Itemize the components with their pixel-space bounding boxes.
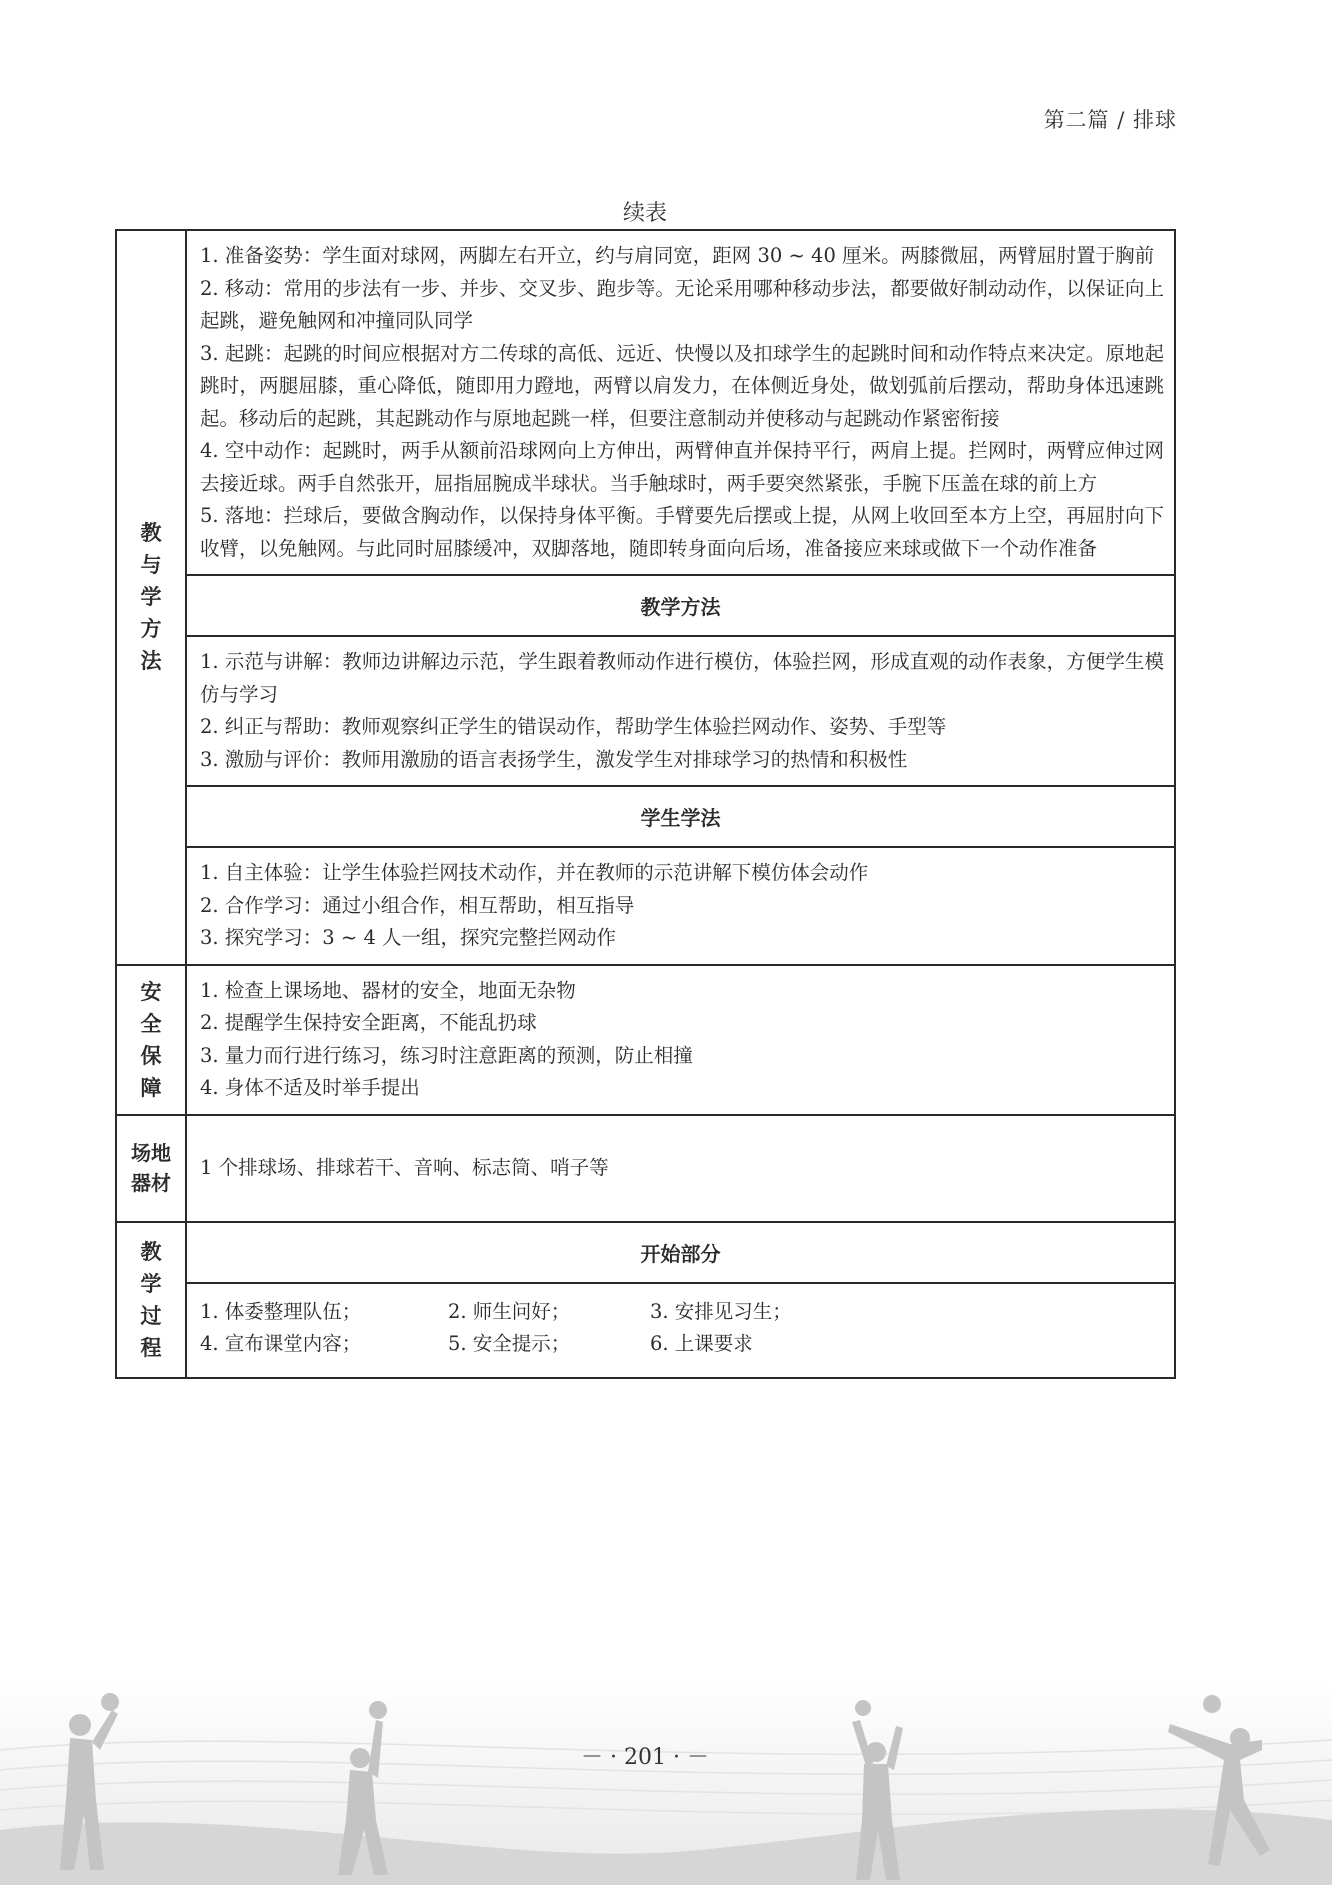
label-teach-learn-text: 教与学方法 <box>140 521 162 674</box>
list-item: 1. 体委整理队伍； <box>200 1299 362 1323</box>
list-item: 2. 纠正与帮助：教师观察纠正学生的错误动作，帮助学生体验拦网动作、姿势、手型等 <box>200 715 947 738</box>
list-item: 2. 移动：常用的步法有一步、并步、交叉步、跑步等。无论采用哪种移动步法，都要做好制动动作，以保证向上起跳，避免触网和冲撞同队同学 <box>200 276 1164 332</box>
student-method-list <box>186 847 1175 965</box>
list-item: 3. 探究学习：3 ~ 4 人一组，探究完整拦网动作 <box>200 926 617 949</box>
safety-list <box>186 965 1175 1115</box>
technique-points <box>186 230 1175 575</box>
student-method-heading: 学生学法 <box>186 786 1175 847</box>
teaching-method-heading: 教学方法 <box>186 575 1175 636</box>
start-part-grid <box>200 1296 1164 1361</box>
list-item: 2. 提醒学生保持安全距离，不能乱扔球 <box>200 1011 537 1034</box>
label-venue <box>116 1115 186 1222</box>
start-part-heading: 开始部分 <box>186 1222 1175 1283</box>
label-teach-learn <box>116 230 186 965</box>
teaching-method-list <box>186 636 1175 786</box>
list-item: 1. 自主体验：让学生体验拦网技术动作，并在教师的示范讲解下模仿体会动作 <box>200 861 869 884</box>
list-item: 2. 合作学习：通过小组合作，相互帮助，相互指导 <box>200 893 635 917</box>
list-item: 4. 空中动作：起跳时，两手从额前沿球网向上方伸出，两臂伸直并保持平行，两肩上提。拦网时，两臂应伸过网去接近球。两手自然张开，屈指屈腕成半球状。当手触球时，两手要突然紧张，手腕下压盖在球的前上方 <box>200 439 1164 495</box>
list-item: 3. 安排见习生； <box>650 1299 792 1323</box>
running-header: 第二篇 / 排球 <box>1043 108 1177 132</box>
lesson-plan-table <box>115 229 1176 1379</box>
page-number: － · 201 · － <box>581 1745 709 1770</box>
list-item: 5. 安全提示； <box>448 1332 571 1355</box>
label-process <box>116 1222 186 1378</box>
list-item: 4. 身体不适及时举手提出 <box>200 1076 420 1099</box>
list-item: 3. 起跳：起跳的时间应根据对方二传球的高低、远近、快慢以及扣球学生的起跳时间和动作特点来决定。原地起跳时，两腿屈膝，重心降低，随即用力蹬地，两臂以肩发力，在体侧近身处，做划弧前后摆动，帮助身体迅速跳起。移动后的起跳，其起跳动作与原地起跳一样，但要注意制动并使移动与起跳动作紧密衔接 <box>200 341 1164 430</box>
label-safety <box>116 965 186 1115</box>
list-item: 2. 师生问好； <box>448 1299 571 1323</box>
list-item: 3. 激励与评价：教师用激励的语言表扬学生，激发学生对排球学习的热情和积极性 <box>200 747 908 771</box>
list-item: 5. 落地：拦球后，要做含胸动作，以保持身体平衡。手臂要先后摆或上提，从网上收回至本方上空，再屈肘向下收臂，以免触网。与此同时屈膝缓冲，双脚落地，随即转身面向后场，准备接应来球或做下一个动作准备 <box>200 504 1164 560</box>
label-process-text: 教学过程 <box>140 1239 162 1360</box>
start-part-list <box>186 1283 1175 1378</box>
list-item: 6. 上课要求 <box>650 1332 753 1355</box>
table-caption: 续表 <box>622 201 667 226</box>
list-item: 1. 准备姿势：学生面对球网，两脚左右开立，约与肩同宽，距网 30 ~ 40 厘米。两膝微屈，两臂屈肘置于胸前 <box>200 244 1155 267</box>
list-item: 1. 检查上课场地、器材的安全，地面无杂物 <box>200 978 576 1002</box>
list-item: 3. 量力而行进行练习，练习时注意距离的预测，防止相撞 <box>200 1043 693 1067</box>
list-item: 1. 示范与讲解：教师边讲解边示范，学生跟着教师动作进行模仿，体验拦网，形成直观的动作表象，方便学生模仿与学习 <box>200 650 1164 706</box>
footer-decoration <box>0 1680 1332 1885</box>
label-venue-text: 场地器材 <box>131 1141 171 1195</box>
list-item: 4. 宣布课堂内容； <box>200 1332 362 1355</box>
label-safety-text: 安全保障 <box>140 979 162 1100</box>
venue-equipment: 1 个排球场、排球若干、音响、标志筒、哨子等 <box>186 1115 1175 1222</box>
